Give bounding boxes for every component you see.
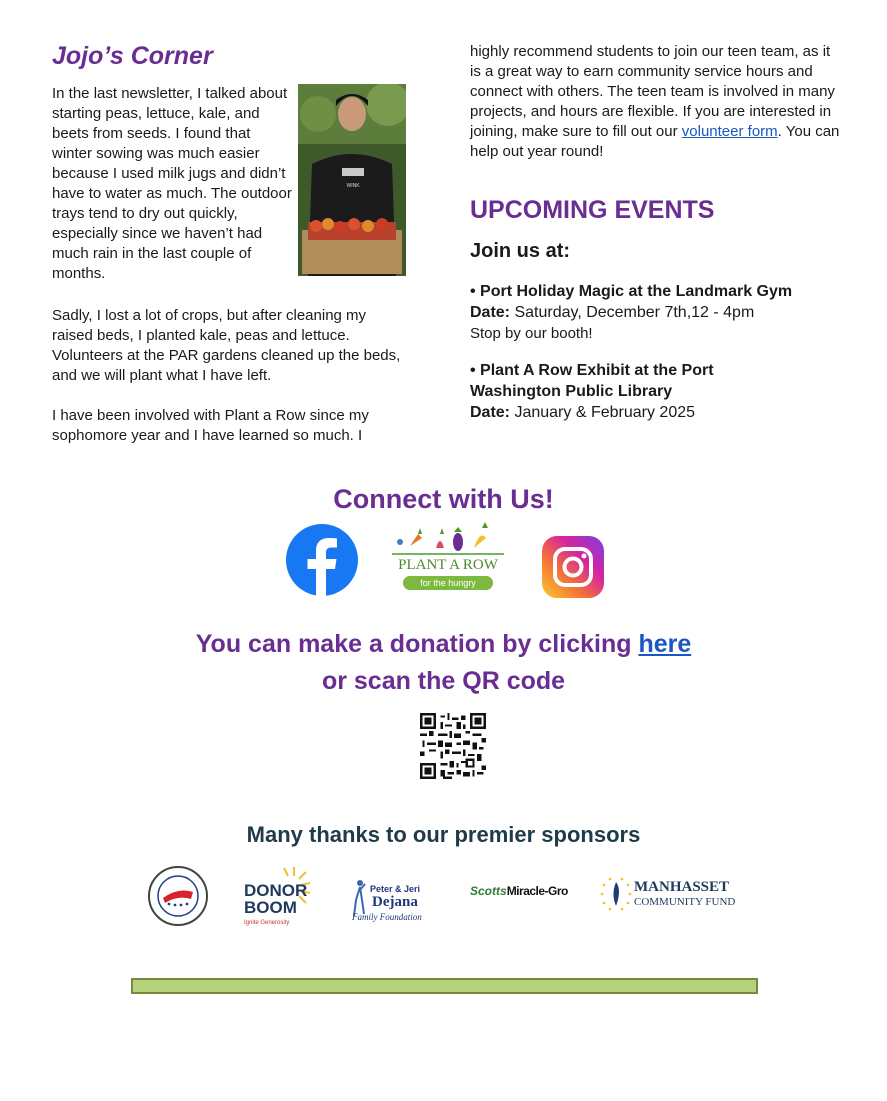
event-date: Saturday, December 7th,12 - 4pm	[510, 304, 755, 321]
donor-boom-tagline: Ignite Generosity	[244, 920, 290, 926]
jojo-paragraph-2: Sadly, I lost a lot of crops, but after cleaning my raised beds, I planted kale, peas and lettuce. Volunteers at the PAR gardens cleaned up the beds, and we will plant what I have left.	[52, 307, 401, 384]
donor-boom-line-1: DONOR	[244, 881, 308, 900]
event-note: Stop by our booth!	[470, 325, 593, 342]
donation-line-1: You can make a donation by clicking	[195, 630, 639, 658]
for-the-hungry-tag: for the hungry	[403, 576, 493, 590]
jojo-paragraph-3: I have been involved with Plant a Row since my sophomore year and I have learned so much. I	[52, 407, 369, 444]
event-date-label: Date:	[470, 404, 511, 421]
dejana-foundation-logo	[350, 872, 430, 926]
manhasset-line-1: MANHASSET	[634, 879, 730, 895]
event-item	[470, 360, 850, 423]
plant-a-row-text: PLANT A ROW	[398, 557, 498, 573]
event-item	[470, 281, 850, 344]
jojo-paragraph-1: In the last newsletter, I talked about starting peas, lettuce, kale, and beets from seeds. I found that winter sowing was much easier because I used milk jugs and didn’t have to water as much. The outdoor trays tend to dry out quickly, especially since we haven’t had much rain in the last couple of months.	[52, 85, 292, 282]
join-us-heading: Join us at:	[470, 240, 571, 262]
shirt-text: WINK	[346, 183, 360, 189]
scotts-miracle-gro-logo	[470, 884, 568, 898]
teen-team-paragraph	[470, 42, 842, 162]
miracle-gro-text: Miracle-Gro	[506, 884, 568, 898]
manhasset-line-2: COMMUNITY FUND	[634, 896, 736, 908]
dejana-line-3: Family Foundation	[352, 912, 422, 922]
sponsors-title: Many thanks to our premier sponsors	[246, 822, 641, 847]
instagram-icon[interactable]	[542, 536, 604, 598]
volunteer-form-link[interactable]: volunteer form	[681, 123, 778, 140]
teen-team-text: highly recommend students to join our teen team, as it is a great way to earn community service hours and connect with others. The teen team is involved in many projects, and hours are flexible. If you are interested in joining, make sure to fill out our	[470, 43, 835, 140]
feather-icon	[598, 876, 634, 912]
dejana-line-2: Dejana	[372, 894, 418, 910]
community-chest-seal	[147, 865, 209, 927]
event-date: January & February 2025	[510, 404, 696, 421]
connect-title: Connect with Us!	[333, 484, 554, 514]
event-name: • Plant A Row Exhibit at the Port Washington Public Library	[470, 362, 714, 400]
manhasset-fund-logo	[598, 876, 748, 916]
donation-here-link[interactable]: here	[638, 630, 692, 658]
event-date-label: Date:	[470, 304, 511, 321]
upcoming-events-title: UPCOMING EVENTS	[470, 196, 715, 224]
donor-boom-line-2: BOOM	[244, 898, 297, 917]
event-name: • Port Holiday Magic at the Landmark Gym	[470, 283, 793, 300]
vegetables-icon	[388, 520, 508, 556]
qr-code[interactable]	[420, 713, 486, 779]
footer-divider-bar	[131, 978, 758, 994]
scotts-text: Scotts	[470, 884, 507, 898]
jojo-photo	[298, 84, 406, 276]
donation-line-2: or scan the QR code	[321, 667, 566, 695]
jojos-corner-title: Jojo’s Corner	[52, 42, 213, 70]
donation-text	[0, 626, 887, 700]
donor-boom-text	[244, 882, 307, 916]
dejana-line-1: Peter & Jeri	[370, 884, 421, 894]
donor-boom-logo	[240, 866, 312, 932]
plant-a-row-logo[interactable]	[388, 520, 508, 600]
teen-team-text-end: . You can help out year round!	[470, 123, 840, 160]
facebook-icon[interactable]	[286, 524, 358, 596]
